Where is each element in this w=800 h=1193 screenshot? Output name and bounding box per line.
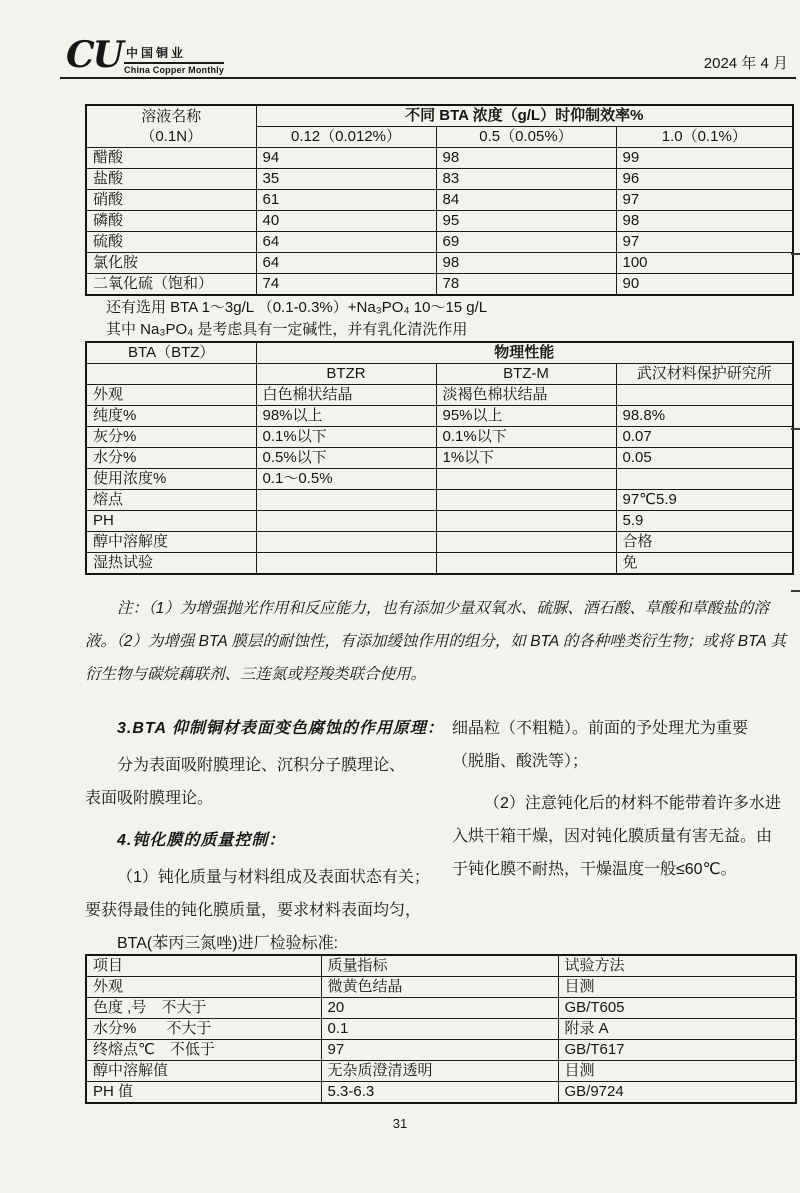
- cell: 目测: [558, 977, 796, 998]
- cell: 合格: [616, 532, 793, 553]
- inhibition-efficiency-table: [85, 104, 794, 296]
- table-row: [86, 532, 793, 553]
- text-line: （脱脂、酸洗等）；: [452, 753, 589, 770]
- supplement-text: [106, 297, 487, 341]
- cell: 外观: [86, 977, 321, 998]
- cell: 64: [256, 253, 436, 274]
- cell: 硫酸: [86, 232, 256, 253]
- table-row: [86, 511, 793, 532]
- cell: 0.1: [321, 1019, 558, 1040]
- cell: 纯度%: [86, 406, 256, 427]
- cell: 69: [436, 232, 616, 253]
- cell: 97: [321, 1040, 558, 1061]
- cell: 84: [436, 190, 616, 211]
- table-row: [86, 406, 793, 427]
- bta-btz-header: BTA（BTZ）: [86, 342, 256, 364]
- table-row: [86, 148, 793, 169]
- note-line-2: 液。（2）为增强 BTA 膜层的耐蚀性，有添加缓蚀作用的组分，如 BTA 的各种唑类衍生物；或将 BTA 其: [85, 633, 786, 650]
- cell: 微黄色结晶: [321, 977, 558, 998]
- text-line: 分为表面吸附膜理论、沉积分子膜理论、: [117, 757, 406, 774]
- table-row: [86, 211, 793, 232]
- logo-cu-text: CU: [66, 34, 123, 76]
- cell: PH 值: [86, 1082, 321, 1104]
- text-line: 入烘干箱干燥，因对钝化膜质量有害无益。由: [452, 828, 773, 845]
- cell: 98: [436, 253, 616, 274]
- cell: PH: [86, 511, 256, 532]
- text-line: 细晶粒（不粗糙）。前面的予处理尤为重要: [452, 720, 749, 737]
- concentration-col-1: 0.12（0.012%）: [256, 127, 436, 148]
- supplement-line-1: 还有选用 BTA 1～3g/L （0.1-0.3%）+Na₃PO₄ 10～15 g/L: [106, 299, 488, 316]
- table-row: [86, 105, 793, 127]
- cell: 95%以上: [436, 406, 616, 427]
- cell: [616, 469, 793, 490]
- cell: 98%以上: [256, 406, 436, 427]
- table-row: [86, 977, 796, 998]
- cell: [256, 532, 436, 553]
- cell: [436, 469, 616, 490]
- cell: [436, 490, 616, 511]
- section-left-column: [85, 712, 444, 960]
- table-row: [86, 998, 796, 1019]
- cell: 0.07: [616, 427, 793, 448]
- section-right-column: [452, 712, 798, 886]
- cell: 使用浓度%: [86, 469, 256, 490]
- logo-chinese-name: 中国铜业: [124, 44, 224, 64]
- logo-english-name: China Copper Monthly: [124, 65, 225, 75]
- cell: 95: [436, 211, 616, 232]
- cell: 40: [256, 211, 436, 232]
- cell: [436, 553, 616, 575]
- cell: 94: [256, 148, 436, 169]
- table-row: [86, 955, 796, 977]
- span-header: 不同 BTA 浓度（g/L）时仰制效率%: [256, 105, 793, 127]
- magazine-logo: [66, 34, 225, 76]
- cell: 35: [256, 169, 436, 190]
- cell: 96: [616, 169, 793, 190]
- scan-artifact: [791, 253, 800, 255]
- supplement-line-2: 其中 Na₃PO₄ 是考虑具有一定碱性，并有乳化清洗作用: [106, 321, 468, 338]
- cell: 20: [321, 998, 558, 1019]
- cell: 98.8%: [616, 406, 793, 427]
- cell: 醇中溶解值: [86, 1061, 321, 1082]
- cell: 色度 ,号 不大于: [86, 998, 321, 1019]
- cell: 水分% 不大于: [86, 1019, 321, 1040]
- page-number: 31: [392, 1116, 408, 1131]
- cell: 0.1%以下: [256, 427, 436, 448]
- logo-wordmark: [124, 44, 224, 75]
- table-row: [86, 190, 793, 211]
- cell: 氯化胺: [86, 253, 256, 274]
- table-row: [86, 490, 793, 511]
- cell: 灰分%: [86, 427, 256, 448]
- header-divider: [60, 77, 796, 79]
- scan-artifact: [791, 428, 800, 430]
- cell: [436, 511, 616, 532]
- table-row: [86, 553, 793, 575]
- cell: 97℃5.9: [616, 490, 793, 511]
- issue-date: 2024 年 4 月: [703, 55, 788, 72]
- cell: [256, 490, 436, 511]
- cell: 熔点: [86, 490, 256, 511]
- cell: 硝酸: [86, 190, 256, 211]
- cell: [256, 511, 436, 532]
- concentration-col-2: 0.5（0.05%）: [436, 127, 616, 148]
- cell: 附录 A: [558, 1019, 796, 1040]
- cell: 61: [256, 190, 436, 211]
- cell: GB/T605: [558, 998, 796, 1019]
- scan-artifact: [791, 590, 800, 592]
- table-row: [86, 232, 793, 253]
- cell: 5.9: [616, 511, 793, 532]
- table-row: [86, 385, 793, 406]
- cell: 74: [256, 274, 436, 296]
- cell: 64: [256, 232, 436, 253]
- note-line-1: 注：（1）为增强抛光作用和反应能力，也有添加少量双氧水、硫脲、酒石酸、草酸和草酸盐的溶: [117, 600, 769, 617]
- cell: [256, 553, 436, 575]
- cell: 湿热试验: [86, 553, 256, 575]
- cell: 醋酸: [86, 148, 256, 169]
- cell: 醇中溶解度: [86, 532, 256, 553]
- empty-cell: [86, 364, 256, 385]
- cell: GB/T617: [558, 1040, 796, 1061]
- cell: 78: [436, 274, 616, 296]
- section-3-heading: 3.BTA 仰制铜材表面变色腐蚀的作用原理：: [117, 720, 444, 737]
- table-row: [86, 274, 793, 296]
- cell: [436, 532, 616, 553]
- solution-name-line2: （0.1N）: [140, 127, 203, 145]
- cell: 水分%: [86, 448, 256, 469]
- cell: 磷酸: [86, 211, 256, 232]
- text-line: （2）注意钝化后的材料不能带着许多水进: [484, 795, 781, 812]
- cell: 0.1～0.5%: [256, 469, 436, 490]
- note-paragraph: [85, 592, 799, 691]
- cell: 5.3-6.3: [321, 1082, 558, 1104]
- btzr-col-header: BTZR: [256, 364, 436, 385]
- table-row: [86, 169, 793, 190]
- item-col-header: 项目: [86, 955, 321, 977]
- cell: 白色棉状结晶: [256, 385, 436, 406]
- cell: 0.5%以下: [256, 448, 436, 469]
- inspection-standard-table: [85, 954, 797, 1104]
- cell: 0.1%以下: [436, 427, 616, 448]
- quality-index-col-header: 质量指标: [321, 955, 558, 977]
- table-row: [86, 469, 793, 490]
- section-4-heading: 4.钝化膜的质量控制：: [117, 832, 286, 849]
- test-method-col-header: 试验方法: [558, 955, 796, 977]
- solution-name-header: [86, 105, 256, 148]
- solution-name-line1: 溶液名称: [141, 107, 202, 125]
- table-row: [86, 364, 793, 385]
- text-line: 表面吸附膜理论。: [85, 790, 214, 807]
- text-line: 要获得最佳的钝化膜质量，要求材料表面均匀，: [85, 902, 422, 919]
- cell: 终熔点℃ 不低于: [86, 1040, 321, 1061]
- cell: GB/9724: [558, 1082, 796, 1104]
- text-line: BTA(苯丙三氮唑)进厂检验标准:: [117, 935, 339, 952]
- table-row: [86, 1061, 796, 1082]
- cell: 97: [616, 190, 793, 211]
- cell: 98: [616, 211, 793, 232]
- cell: 无杂质澄清透明: [321, 1061, 558, 1082]
- text-line: （1）钝化质量与材料组成及表面状态有关；: [117, 869, 430, 886]
- wuhan-institute-col-header: 武汉材料保护研究所: [616, 364, 793, 385]
- text-line: 于钝化膜不耐热，干燥温度一般≤60℃。: [452, 861, 737, 878]
- table-row: [86, 342, 793, 364]
- cell: 90: [616, 274, 793, 296]
- cell: 外观: [86, 385, 256, 406]
- btz-m-col-header: BTZ-M: [436, 364, 616, 385]
- table-row: [86, 448, 793, 469]
- table-row: [86, 427, 793, 448]
- cell: 98: [436, 148, 616, 169]
- cell: 83: [436, 169, 616, 190]
- cell: 100: [616, 253, 793, 274]
- cell: 97: [616, 232, 793, 253]
- cell: 目测: [558, 1061, 796, 1082]
- cell: 1%以下: [436, 448, 616, 469]
- note-line-3: 衍生物与碳烷藕联剂、三连氮或羟羧类联合使用。: [85, 666, 427, 683]
- cell: 99: [616, 148, 793, 169]
- cell: 二氧化硫（饱和）: [86, 274, 256, 296]
- table-row: [86, 1082, 796, 1104]
- cell: [616, 385, 793, 406]
- table-row: [86, 1040, 796, 1061]
- physical-properties-header: 物理性能: [256, 342, 793, 364]
- cell: 淡褐色棉状结晶: [436, 385, 616, 406]
- concentration-col-3: 1.0（0.1%）: [616, 127, 793, 148]
- cell: 免: [616, 553, 793, 575]
- table-row: [86, 1019, 796, 1040]
- cell: 盐酸: [86, 169, 256, 190]
- physical-properties-table: [85, 341, 794, 575]
- table-row: [86, 253, 793, 274]
- cell: 0.05: [616, 448, 793, 469]
